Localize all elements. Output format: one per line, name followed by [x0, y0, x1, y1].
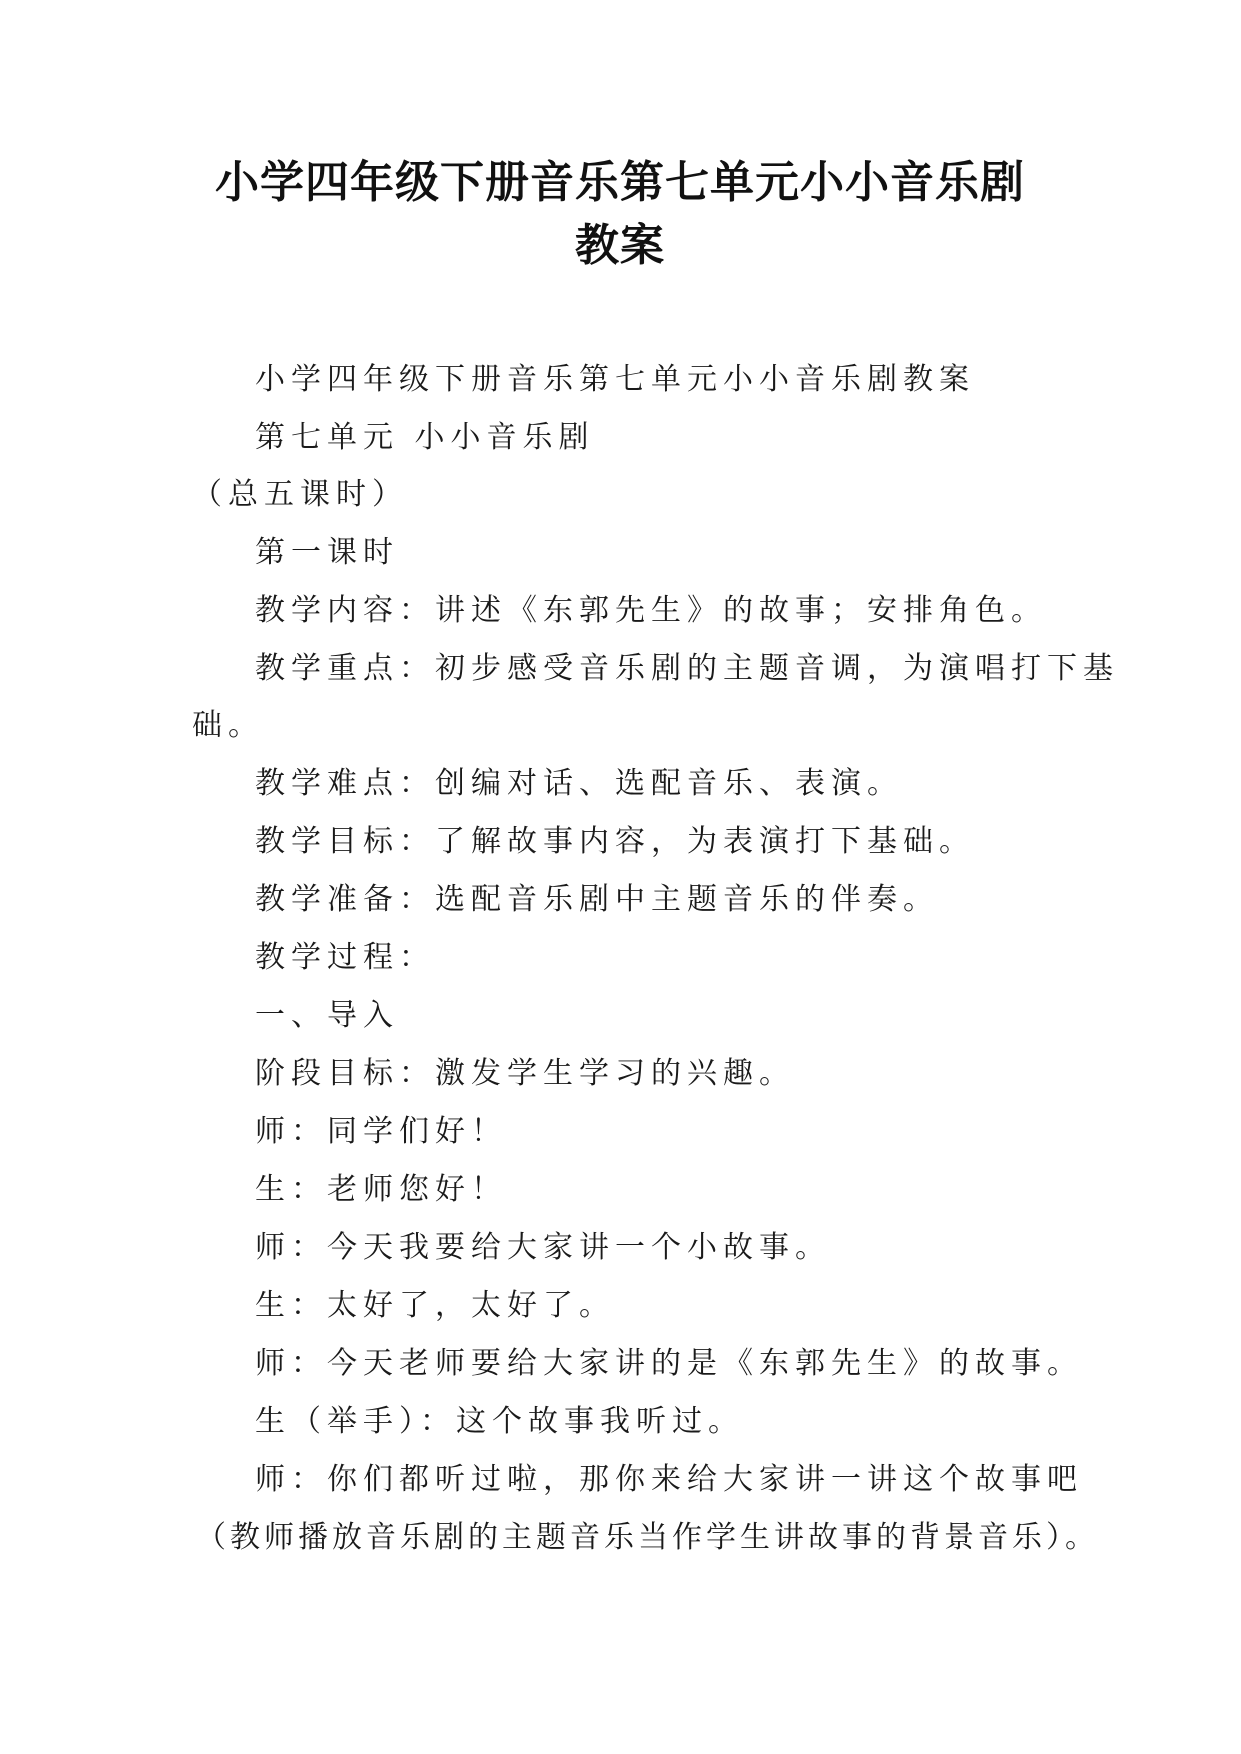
paragraph-dialogue-1: 师：同学们好！ — [255, 1114, 507, 1149]
paragraph-teaching-content: 教学内容：讲述《东郭先生》的故事；安排角色。 — [255, 593, 1047, 628]
paragraph-total-lessons: （总五课时） — [192, 477, 408, 512]
paragraph-dialogue-2: 生：老师您好！ — [255, 1172, 507, 1207]
paragraph-section-intro: 一、导入 — [255, 998, 399, 1033]
paragraph-teaching-prep: 教学准备：选配音乐剧中主题音乐的伴奏。 — [255, 882, 939, 917]
paragraph-dialogue-4: 生：太好了，太好了。 — [255, 1288, 615, 1323]
paragraph-dialogue-6: 生（举手）：这个故事我听过。 — [255, 1404, 744, 1439]
paragraph-dialogue-7-cont: （教师播放音乐剧的主题音乐当作学生讲故事的背景音乐）。 — [196, 1520, 1099, 1555]
paragraph-dialogue-7: 师：你们都听过啦，那你来给大家讲一讲这个故事吧 — [255, 1462, 1083, 1497]
paragraph-unit-heading: 第七单元 小小音乐剧 — [255, 420, 595, 455]
paragraph-teaching-difficulty: 教学难点：创编对话、选配音乐、表演。 — [255, 766, 903, 801]
paragraph-doc-name: 小学四年级下册音乐第七单元小小音乐剧教案 — [255, 362, 975, 397]
paragraph-lesson-one: 第一课时 — [255, 535, 399, 570]
document-title-line2: 教案 — [575, 220, 665, 271]
paragraph-dialogue-5: 师：今天老师要给大家讲的是《东郭先生》的故事。 — [255, 1346, 1083, 1381]
paragraph-dialogue-3: 师：今天我要给大家讲一个小故事。 — [255, 1230, 831, 1265]
document-title-line1: 小学四年级下册音乐第七单元小小音乐剧 — [215, 157, 1025, 208]
paragraph-teaching-focus: 教学重点：初步感受音乐剧的主题音调，为演唱打下基 — [255, 651, 1119, 686]
paragraph-teaching-process: 教学过程： — [255, 940, 435, 975]
paragraph-teaching-focus-cont: 础。 — [192, 708, 264, 743]
paragraph-stage-goal: 阶段目标：激发学生学习的兴趣。 — [255, 1056, 795, 1091]
paragraph-teaching-goal: 教学目标：了解故事内容，为表演打下基础。 — [255, 824, 975, 859]
